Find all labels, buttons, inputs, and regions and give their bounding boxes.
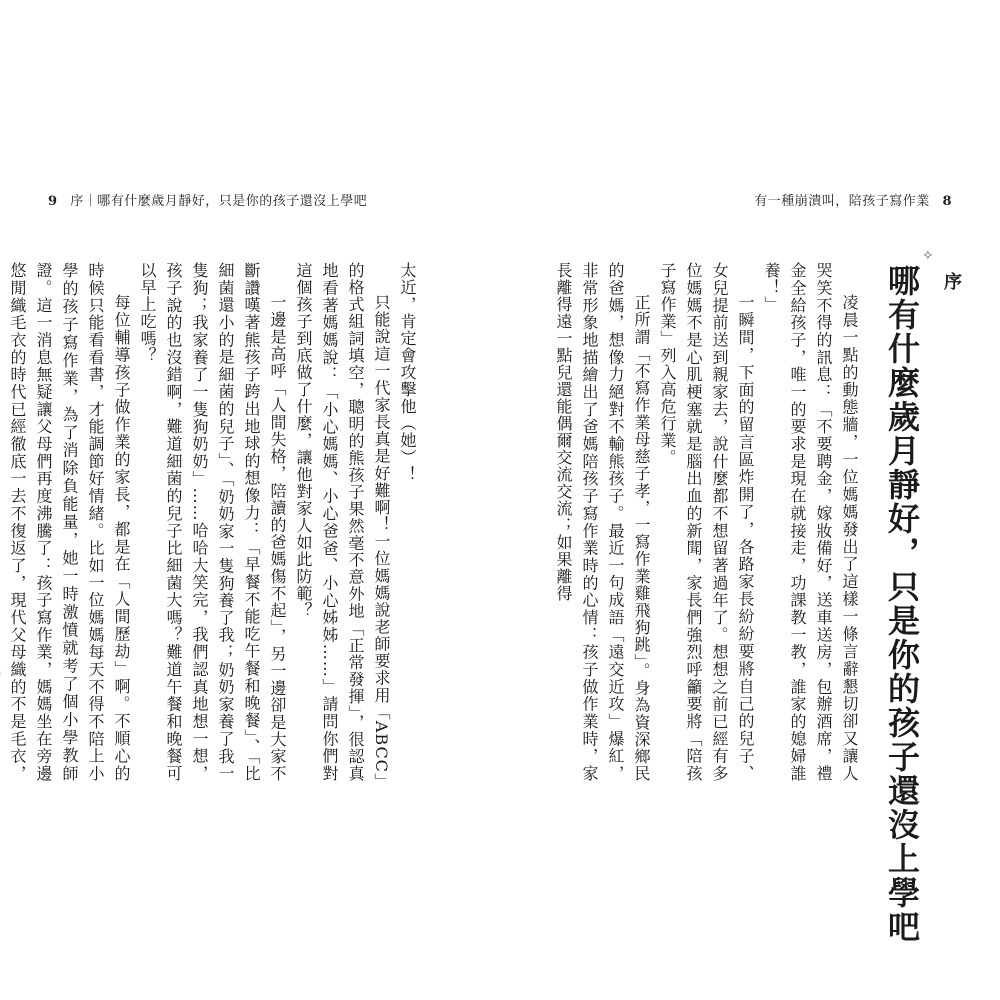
paragraph: 一邊是高呼「人間失格，陪讀的爸媽傷不起」，另一邊卻是大家不斷讚嘆著熊孩子跨出地球的想像力：「早餐不能吃午餐和晚餐」、「比細菌還小的是細菌的兒子」、「奶奶家一隻狗養了我；奶奶家養了我一隻狗；我家養了一隻狗奶奶」……哈哈大笑完，我們認真地想一想，孩子說的也沒錯啊，難道細菌的兒子比細菌大嗎？難道午餐和晚餐可以早上吃嗎？ — [138, 262, 287, 782]
right-page-number: 8 — [942, 194, 952, 209]
right-running-head: 有一種崩潰叫，陪孩子寫作業 — [754, 194, 930, 209]
paragraph: 正所謂「不寫作業母慈子孝，一寫作業雞飛狗跳」。身為資深鄉民的爸媽，想像力絕對不輸熊孩子。最近一句成語「遠交近攻」爆紅，非常形象地描繪出了爸媽陪孩子寫作業時的心情：孩子做作業時，家長離得遠一點兒還能偶爾交流交流；如果離得 — [554, 262, 651, 782]
paragraph: 凌晨一點的動態牆，一位媽媽發出了這樣一條言辭懇切卻又讓人哭笑不得的訊息：「不要聘金，嫁妝備好，送車送房，包辦酒席，禮金全給孩子，唯一的要求是現在就接走，功課教一教，誰家的媳婦誰養！」 — [762, 262, 859, 782]
right-page-header — [754, 190, 960, 209]
paragraph: 一瞬間，下面的留言區炸開了，各路家長紛紛要將自己的兒子、女兒提前送到親家去，說什麼都不想留著過年了。想想之前已經有多位媽媽不是心肌梗塞就是腦出血的新聞，家長們強烈呼籲要將「陪孩子寫作業」列入高危行業。 — [658, 262, 755, 782]
right-page-body — [554, 262, 862, 782]
left-running-head: 序｜哪有什麼歲月靜好，只是你的孩子還沒上學吧 — [70, 194, 368, 209]
chapter-title: 哪有什麼歲月靜好，只是你的孩子還沒上學吧 — [883, 264, 921, 944]
paragraph: 每位輔導孩子做作業的家長，都是在「人間歷劫」啊。不順心的時候只能看看書，才能調節好情緒。比如一位媽媽每天不得不陪上小學的孩子寫作業，為了消除負能量，她一時激憤就考了個小學教師證。這一消息無疑讓父母們再度沸騰了：孩子寫作業，媽媽坐在旁邊悠閒織毛衣的時代已經徹底一去不復返了，現代父母織的不是毛衣， — [8, 262, 131, 782]
sparkle-icon: ✧ — [922, 248, 934, 264]
book-gutter — [498, 200, 499, 800]
left-page-number: 9 — [48, 194, 58, 209]
chapter-label: 序 — [941, 272, 962, 290]
left-page-header — [40, 190, 367, 209]
paragraph: 只能說這一代家長真是好難啊！一位媽媽說老師要求用「ABCC」的格式組詞填空，聰明的熊孩子果然毫不意外地「正常發揮」，很認真地看著媽媽說：「小心媽媽、小心爸爸、小心姊姊……」請問你們對這個孩子到底做了什麼，讓他對家人如此防範？ — [294, 262, 391, 782]
left-page-body — [8, 262, 420, 782]
paragraph: 太近，肯定會攻擊他（她）！ — [398, 262, 417, 483]
